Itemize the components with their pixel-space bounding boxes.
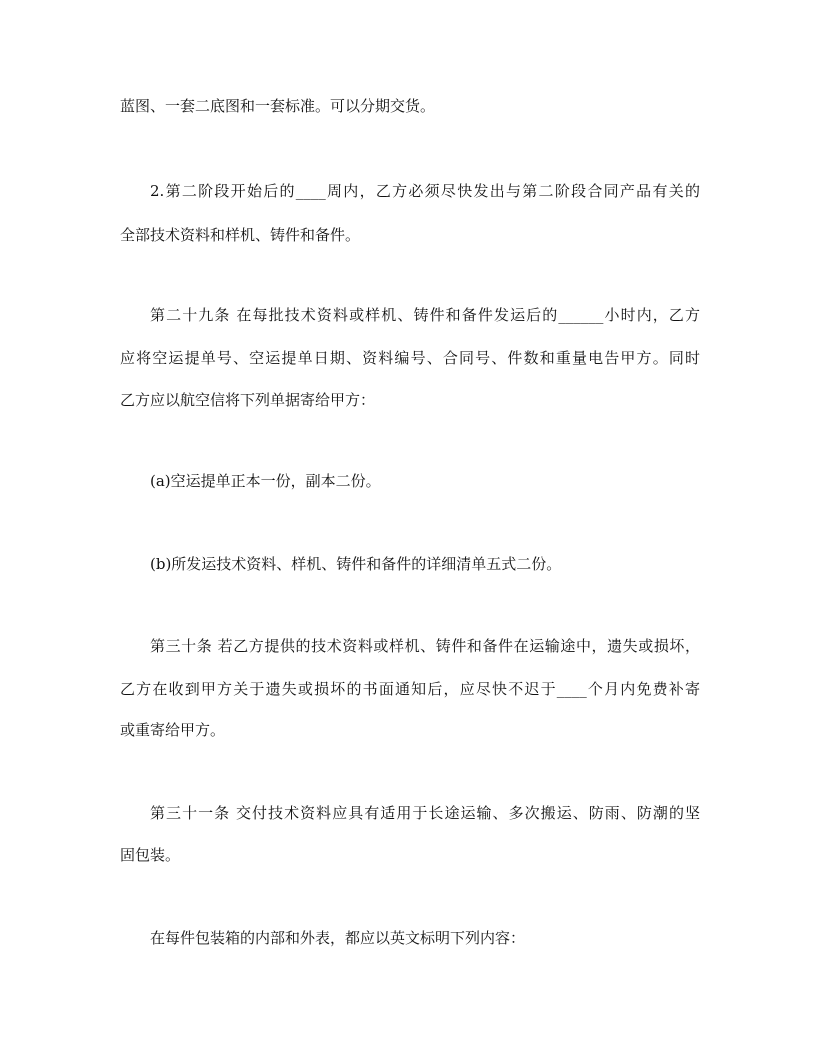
- text-line: (b)所发运技术资料、样机、铸件和备件的详细清单五式二份。: [150, 555, 562, 573]
- text-line: 第二十九条 在每批技术资料或样机、铸件和备件发运后的______小时内，乙方: [150, 306, 700, 324]
- text-line: 或重寄给甲方。: [120, 721, 226, 739]
- text-line: 应将空运提单号、空运提单日期、资料编号、合同号、件数和重量电告甲方。同时: [120, 349, 700, 367]
- text-line: 固包装。: [120, 846, 181, 864]
- text-line: 第三十条 若乙方提供的技术资料或样机、铸件和备件在运输途中，遗失或损坏，: [150, 637, 700, 655]
- text-line: 乙方在收到甲方关于遗失或损坏的书面通知后，应尽快不迟于____个月内免费补寄: [120, 680, 700, 698]
- text-line: 第三十一条 交付技术资料应具有适用于长途运输、多次搬运、防雨、防潮的坚: [150, 804, 700, 822]
- text-line: 2.第二阶段开始后的____周内，乙方必须尽快发出与第二阶段合同产品有关的: [150, 182, 700, 200]
- text-line: 全部技术资料和样机、铸件和备件。: [120, 226, 361, 244]
- text-line: 蓝图、一套二底图和一套标准。可以分期交货。: [120, 97, 436, 115]
- text-line: (a)空运提单正本一份，副本二份。: [150, 472, 381, 490]
- text-line: 乙方应以航空信将下列单据寄给甲方：: [120, 391, 376, 409]
- text-line: 在每件包装箱的内部和外表，都应以英文标明下列内容：: [150, 929, 526, 947]
